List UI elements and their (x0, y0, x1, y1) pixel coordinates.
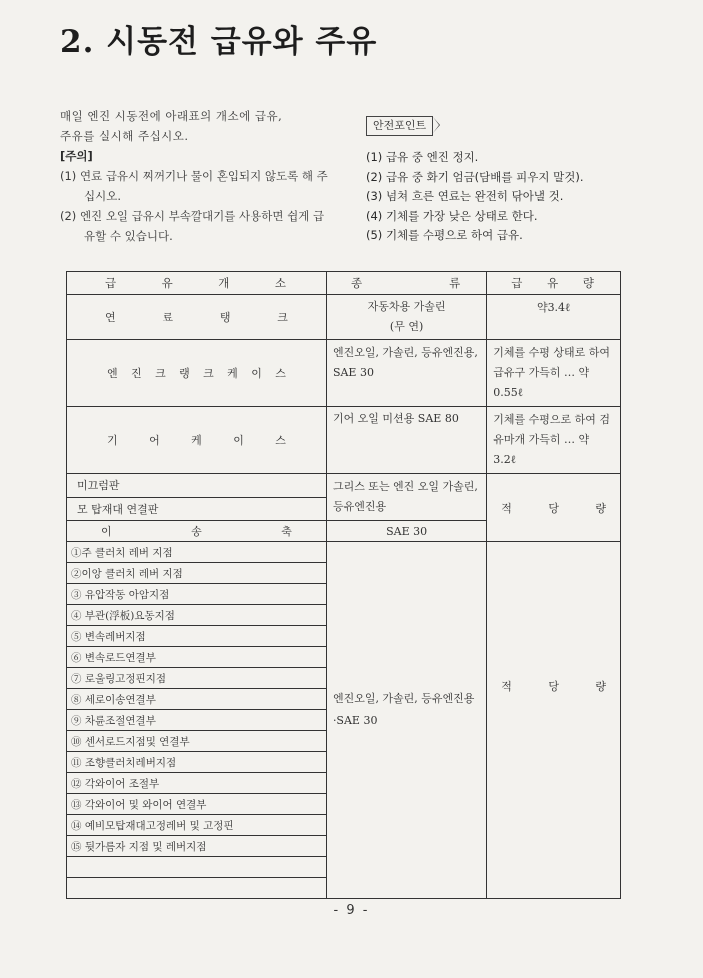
cell-type: 엔진오일, 가솔린, 등유엔진용, SAE 30 (326, 340, 486, 407)
cell-location: ⑤ 변속레버지점 (67, 626, 327, 647)
cell-type-sae: SAE 30 (326, 521, 486, 542)
page-title: 2. 시동전 급유와 주유 (60, 24, 378, 60)
cell-location: ②이앙 클러치 레버 지점 (67, 563, 327, 584)
table-row-crankcase (67, 340, 621, 407)
notice-item: (1) 연료 급유시 찌꺼기나 물이 혼입되지 않도록 해 주십시오. (60, 169, 328, 203)
cell-amount: 약3.4ℓ (487, 295, 621, 340)
cell-location: ⑥ 변속로드연결부 (67, 647, 327, 668)
cell-location: 기 어 케 이 스 (67, 407, 327, 474)
cell-location: 이 송 축 (67, 521, 327, 542)
cell-location: ③ 유압작동 아암지점 (67, 584, 327, 605)
safety-item: (5) 기체를 수평으로 하여 급유. (366, 228, 523, 242)
table-row-fuel-tank (67, 295, 621, 340)
cell-location: 미끄럼판 (67, 474, 327, 498)
cell-location: 엔 진 크 랭 크 케 이 스 (67, 340, 327, 407)
intro-text-line-2: 주유를 실시해 주십시오. (60, 129, 189, 143)
cell-location: ⑨ 차륜조절연결부 (67, 710, 327, 731)
safety-item: (3) 넘쳐 흐른 연료는 완전히 닦아낼 것. (366, 189, 564, 203)
cell-location-empty (67, 878, 327, 899)
cell-type: 그리스 또는 엔진 오일 가솔린, 등유엔진용 (326, 474, 486, 521)
cell-location: ⑮ 뒷가름자 지점 및 레버지점 (67, 836, 327, 857)
intro-section (60, 106, 330, 246)
header-type: 종 류 (326, 272, 486, 295)
notice-item: (2) 엔진 오일 급유시 부속깔대기를 사용하면 쉽게 급유할 수 있습니다. (60, 209, 325, 243)
cell-location: ⑪ 조향클러치레버지점 (67, 752, 327, 773)
cell-amount: 적 당 량 (487, 474, 621, 542)
safety-item: (4) 기체를 가장 낮은 상태로 한다. (366, 208, 538, 223)
safety-item: (1) 급유 중 엔진 정지. (366, 150, 479, 164)
cell-location: ①주 클러치 레버 지점 (67, 542, 327, 563)
safety-badge: 안전포인트 (366, 116, 433, 136)
header-location: 급 유 개 소 (67, 272, 327, 295)
cell-location-empty (67, 857, 327, 878)
cell-type: 자동차용 가솔린 (무 연) (326, 295, 486, 340)
safety-item: (2) 급유 중 화기 엄금(담배를 피우지 말것). (366, 169, 584, 184)
table-row (67, 542, 621, 563)
cell-amount: 적 당 량 (487, 542, 621, 899)
table-header-row (67, 272, 621, 295)
cell-location: ⑩ 센서로드지점및 연결부 (67, 731, 327, 752)
notice-list (60, 166, 330, 246)
table-row-grease-1 (67, 474, 621, 498)
safety-points (366, 116, 666, 246)
header-amount: 급 유 량 (487, 272, 621, 295)
cell-type: 엔진오일, 가솔린, 등유엔진용·SAE 30 (326, 542, 486, 899)
cell-location: ⑬ 각와이어 및 와이어 연결부 (67, 794, 327, 815)
cell-location: ⑦ 로울링고정핀지점 (67, 668, 327, 689)
intro-text-line-1: 매일 엔진 시동전에 아래표의 개소에 급유, (60, 109, 283, 123)
cell-location: ⑧ 세로이송연결부 (67, 689, 327, 710)
cell-amount: 기체를 수평으로 하여 검유마개 가득히 … 약 3.2ℓ (487, 407, 621, 474)
cell-location: 연 료 탱 크 (67, 295, 327, 340)
cell-location: ④ 부관(浮板)요동지점 (67, 605, 327, 626)
notice-heading: [주의] (60, 149, 93, 163)
page-number: - 9 - (333, 903, 370, 918)
cell-type: 기어 오일 미션용 SAE 80 (326, 407, 486, 474)
cell-location: ⑭ 예비모탑재대고정레버 및 고정핀 (67, 815, 327, 836)
cell-location: ⑫ 각와이어 조절부 (67, 773, 327, 794)
cell-amount: 기체를 수평 상태로 하여 급유구 가득히 … 약 0.55ℓ (487, 340, 621, 407)
table-row-gearcase (67, 407, 621, 474)
cell-location: 모 탑재대 연결판 (67, 497, 327, 521)
lubrication-table (66, 271, 621, 899)
